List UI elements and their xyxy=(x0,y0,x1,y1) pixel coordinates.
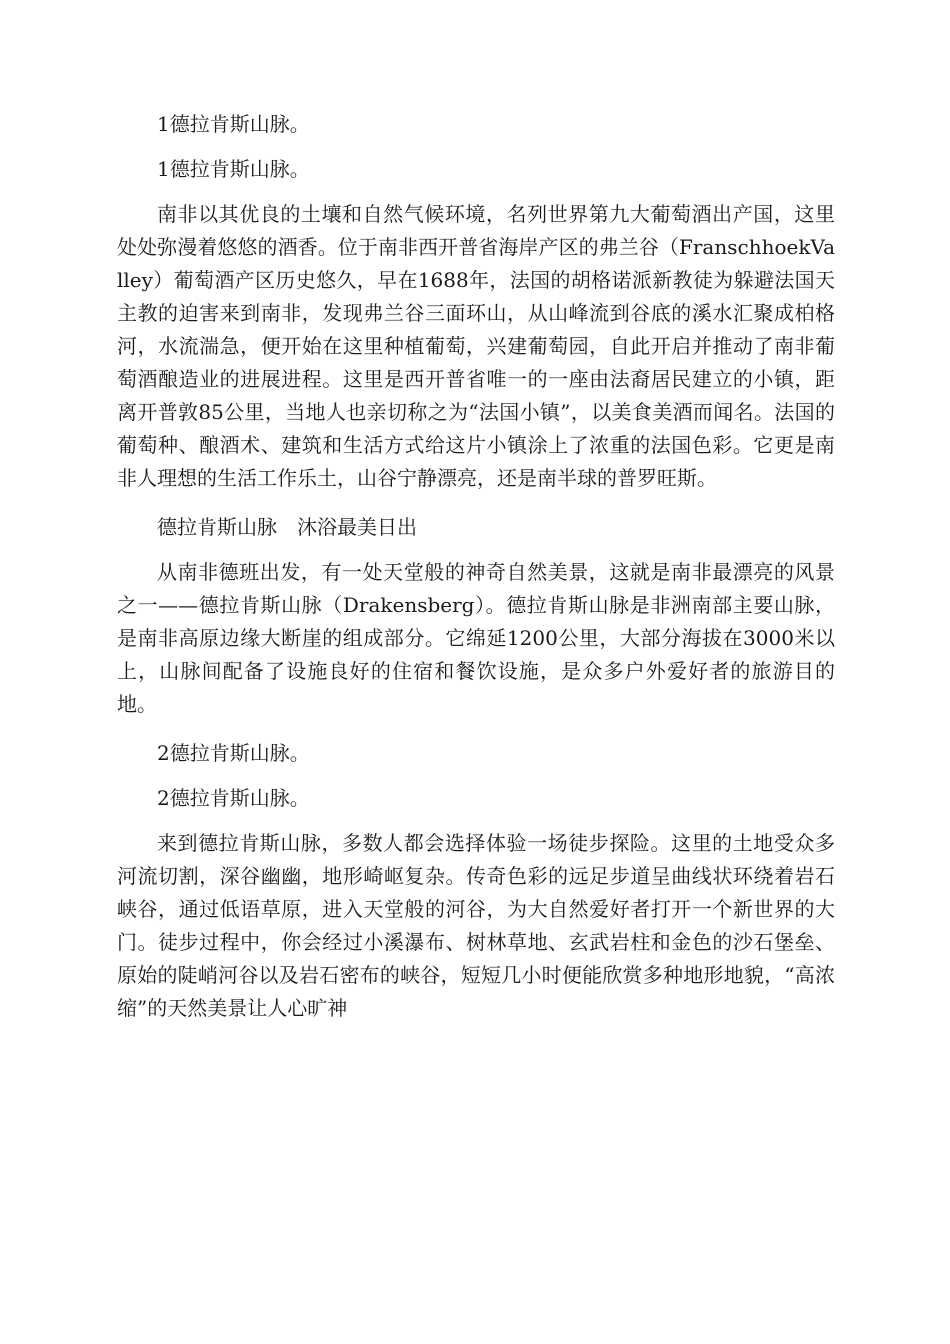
caption-1: 1德拉肯斯山脉。 xyxy=(157,112,310,136)
caption-1-repeat: 1德拉肯斯山脉。 xyxy=(157,157,310,181)
caption-2: 2德拉肯斯山脉。 xyxy=(157,741,310,765)
caption-2-repeat: 2德拉肯斯山脉。 xyxy=(157,786,310,810)
section-heading-drakensberg: 德拉肯斯山脉 沐浴最美日出 xyxy=(157,515,417,539)
document-body xyxy=(117,108,835,1041)
paragraph-drakensberg-intro: 从南非德班出发，有一处天堂般的神奇自然美景，这就是南非最漂亮的风景之一——德拉肯斯山脉（Drakensberg）。德拉肯斯山脉是非洲南部主要山脉，是南非高原边缘大断崖的组成部分。它绵延1200公里，大部分海拔在3000米以上，山脉间配备了设施良好的住宿和餐饮设施，是众多户外爱好者的旅游目的地。 xyxy=(117,560,835,716)
paragraph-franschhoek: 南非以其优良的土壤和自然气候环境，名列世界第九大葡萄酒出产国，这里处处弥漫着悠悠的酒香。位于南非西开普省海岸产区的弗兰谷（FranschhoekValley）葡萄酒产区历史悠久，早在1688年，法国的胡格诺派新教徒为躲避法国天主教的迫害来到南非，发现弗兰谷三面环山，从山峰流到谷底的溪水汇聚成柏格河，水流湍急，便开始在这里种植葡萄，兴建葡萄园，自此开启并推动了南非葡萄酒酿造业的进展进程。这里是西开普省唯一的一座由法裔居民建立的小镇，距离开普敦85公里，当地人也亲切称之为“法国小镇”，以美食美酒而闻名。法国的葡萄种、酿酒术、建筑和生活方式给这片小镇涂上了浓重的法国色彩。它更是南非人理想的生活工作乐土，山谷宁静漂亮，还是南半球的普罗旺斯。 xyxy=(117,202,835,490)
paragraph-hiking: 来到德拉肯斯山脉，多数人都会选择体验一场徒步探险。这里的土地受众多河流切割，深谷幽幽，地形崎岖复杂。传奇色彩的远足步道呈曲线状环绕着岩石峡谷，通过低语草原，进入天堂般的河谷，为大自然爱好者打开一个新世界的大门。徒步过程中，你会经过小溪瀑布、树林草地、玄武岩柱和金色的沙石堡垒、原始的陡峭河谷以及岩石密布的峡谷，短短几小时便能欣赏多种地形地貌，“高浓缩”的天然美景让人心旷神 xyxy=(117,831,835,1020)
